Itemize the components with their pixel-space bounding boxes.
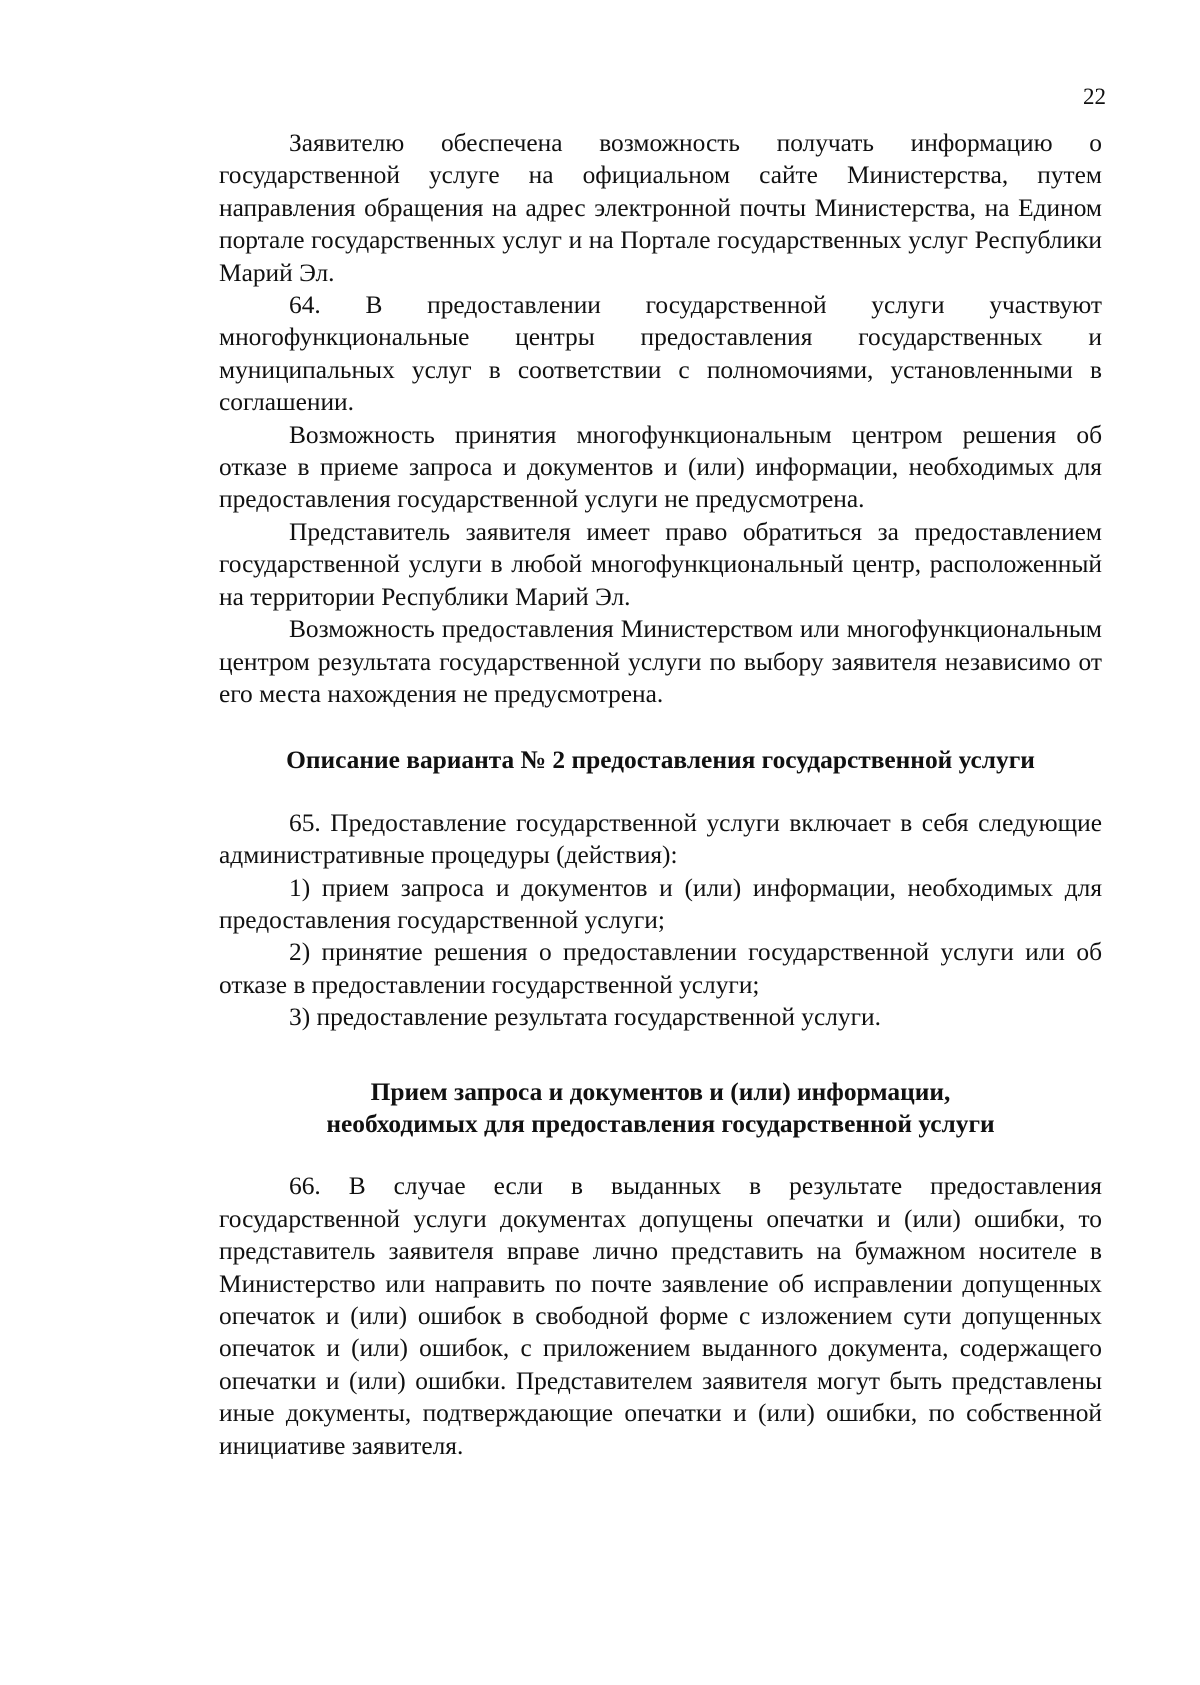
list-item: 3) предоставление результата государственной услуги. bbox=[289, 1003, 881, 1032]
section-heading bbox=[219, 1076, 1102, 1141]
page-number: 22 bbox=[1083, 84, 1106, 109]
paragraph: Представитель заявителя имеет право обратиться за предоставлением государственной услуги в любой многофункциональный центр, расположенный на территории Республики Марий Эл. bbox=[219, 517, 1102, 611]
paragraph: 64. В предоставлении государственной услуги участвуют многофункциональные центры предоставления государственных и муниципальных услуг в соответствии с полномочиями, установленными в соглашении. bbox=[219, 291, 1102, 417]
paragraph: 65. Предоставление государственной услуги включает в себя следующие административные процедуры (действия): bbox=[219, 808, 1102, 870]
paragraph: Возможность предоставления Министерством или многофункциональным центром результата государственной услуги по выбору заявителя независимо от его места нахождения не предусмотрена. bbox=[219, 615, 1102, 708]
document-body bbox=[219, 127, 1102, 1462]
list-item: 1) прием запроса и документов и (или) информации, необходимых для предоставления государственной услуги; bbox=[219, 873, 1102, 934]
section-heading: Описание варианта № 2 предоставления государственной услуги bbox=[286, 746, 1035, 775]
paragraph: Возможность принятия многофункциональным центром решения об отказе в приеме запроса и документов и (или) информации, необходимых для предоставления государственной услуги не предусмотрена. bbox=[219, 420, 1102, 514]
paragraph: 66. В случае если в выданных в результате предоставления государственной услуги документах допущены опечатки и (или) ошибки, то представитель заявителя вправе лично представить на бумажном носителе в Министерство или направить по почте заявление об исправлении допущенных опечаток и (или) ошибок в свободной форме с изложением сути допущенных опечаток и (или) ошибок, с приложением выданного документа, содержащего опечатки и (или) ошибки. Представителем заявителя могут быть представлены иные документы, подтверждающие опечатки и (или) ошибки, по собственной инициативе заявителя. bbox=[219, 1172, 1102, 1460]
section-heading-line: Прием запроса и документов и (или) информации, bbox=[370, 1077, 951, 1106]
section-heading-line: необходимых для предоставления государственной услуги bbox=[326, 1109, 995, 1138]
paragraph: Заявителю обеспечена возможность получать информацию о государственной услуге на официальном сайте Министерства, путем направления обращения на адрес электронной почты Министерства, на Едином портале государственных услуг и на Портале государственных услуг Республики Марий Эл. bbox=[219, 129, 1102, 287]
list-item: 2) принятие решения о предоставлении государственной услуги или об отказе в предоставлении государственной услуги; bbox=[219, 938, 1102, 999]
